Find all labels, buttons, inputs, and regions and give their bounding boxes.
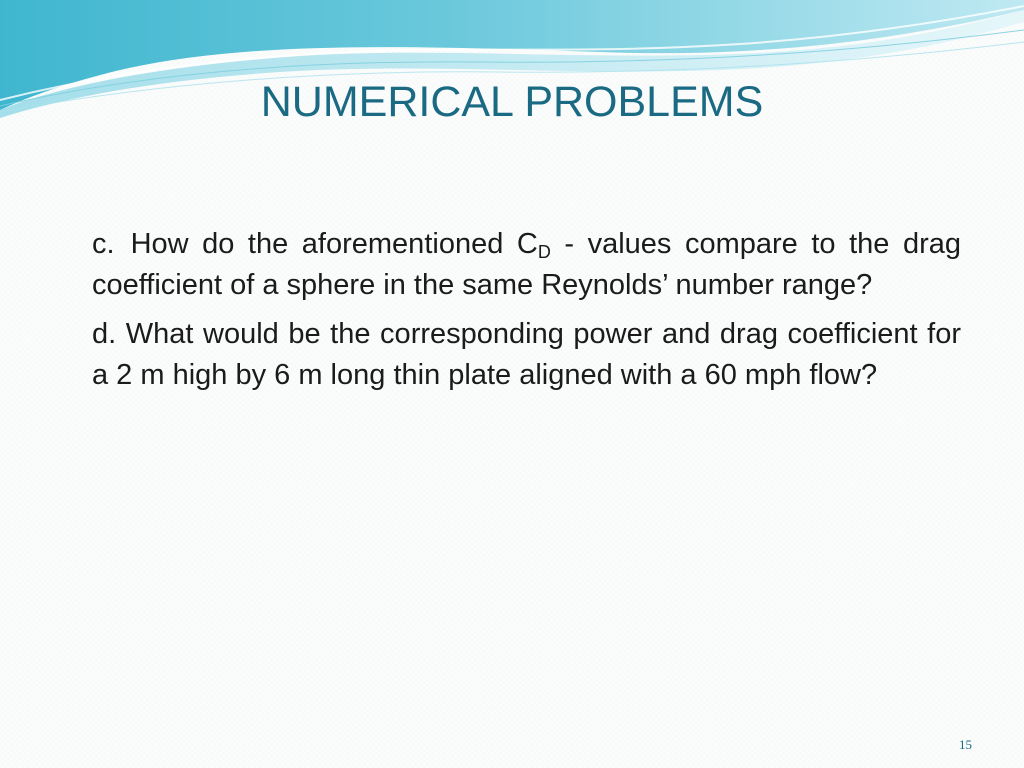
cd-subscript: D: [537, 242, 551, 262]
slide-title: NUMERICAL PROBLEMS: [260, 78, 764, 126]
question-c: [92, 224, 961, 306]
slide-body: [92, 224, 961, 404]
question-d-text: d. What would be the corresponding power and drag coefficient for a 2 m high by 6 m long thin plate aligned with a 60 mph flow?: [92, 318, 961, 391]
question-c-text-end: - values compare to the drag coefficient of a sphere in the same Reynolds’ number range?: [92, 228, 961, 301]
question-c-label: c.: [92, 228, 115, 260]
question-c-text-start: How do the aforementioned C: [130, 228, 538, 260]
page-number: 15: [959, 737, 972, 752]
question-d: [92, 314, 961, 396]
